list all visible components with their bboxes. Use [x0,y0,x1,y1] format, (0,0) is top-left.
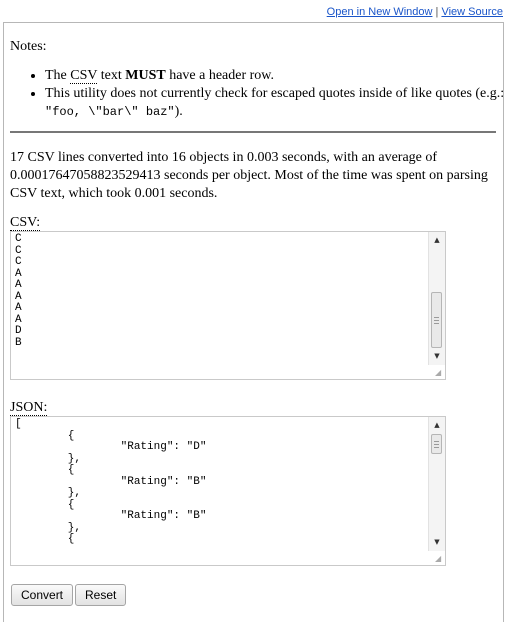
json-textarea[interactable] [10,416,446,566]
view-source-link[interactable]: View Source [441,6,503,18]
scroll-down-icon[interactable]: ▼ [434,538,440,546]
csv-text: C C C A A A A A D B [15,233,22,349]
csv-scroll-thumb[interactable] [431,292,442,348]
divider [10,131,496,133]
resize-grip-icon[interactable]: ◢ [435,554,442,563]
resize-grip-icon[interactable]: ◢ [435,368,442,377]
link-separator: | [435,6,439,18]
note-item-escaped-quotes: • This utility does not currently check for escaped quotes inside of like quotes (e.g.: "foo, \"bar\" baz"). [45,85,511,121]
notes-title: Notes: [10,39,47,54]
open-new-window-link[interactable]: Open in New Window [326,6,433,18]
csv-label: CSV: [10,215,41,230]
reset-button[interactable]: Reset [75,584,126,606]
json-scrollbar[interactable] [428,417,445,551]
json-text: [ { "Rating": "D" }, { "Rating": "B" }, { "Rating": "B" }, { [15,418,207,545]
csv-abbreviation: CSV [70,68,98,83]
csv-textarea[interactable] [10,231,446,380]
scroll-down-icon[interactable]: ▼ [434,352,440,360]
scroll-up-icon[interactable]: ▲ [434,236,440,244]
top-links [327,6,503,18]
csv-scrollbar[interactable] [428,232,445,365]
example-code: "foo, \"bar\" baz" [45,105,175,119]
convert-button[interactable]: Convert [11,584,73,606]
scroll-up-icon[interactable]: ▲ [434,421,440,429]
json-scroll-thumb[interactable] [431,434,442,454]
conversion-stats: 17 CSV lines converted into 16 objects in 0.003 seconds, with an average of 0.00017647058823529413 seconds per object. Most of the time was spent on parsing CSV text, which took 0.001 seconds. [10,150,488,201]
note-item-header-row: • The CSV text MUST have a header row. [45,67,511,85]
json-label: JSON: [10,400,48,415]
notes-list [10,67,511,121]
